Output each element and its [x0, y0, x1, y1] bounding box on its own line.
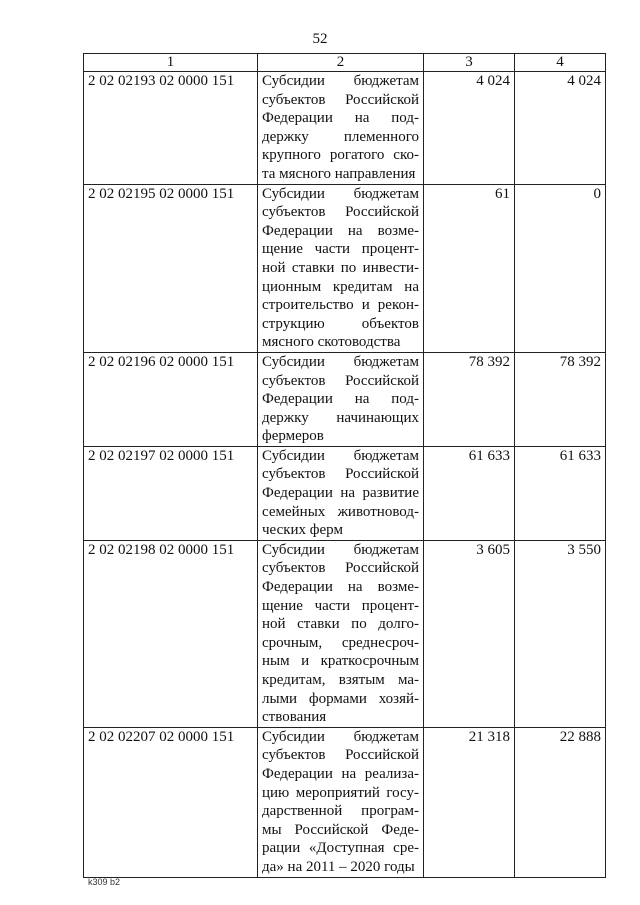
table-row	[84, 727, 606, 877]
amount-col3: 61 633	[424, 446, 515, 540]
income-code: 2 02 02193 02 0000 151	[84, 72, 258, 185]
description-line: ной ставки по долго-	[262, 616, 419, 633]
description-line: ной ставки по инвести-	[262, 259, 419, 276]
column-header-4: 4	[515, 54, 606, 72]
description-line: дарственной програм-	[262, 803, 419, 820]
description-line: ческих ферм	[262, 522, 343, 539]
income-description	[258, 540, 424, 727]
column-header-3: 3	[424, 54, 515, 72]
income-code: 2 02 02207 02 0000 151	[84, 727, 258, 877]
income-description	[258, 72, 424, 185]
description-line: держку племенного	[262, 128, 419, 145]
income-description	[258, 727, 424, 877]
description-line: субъектов Российской	[262, 747, 419, 764]
page-number: 52	[312, 31, 328, 47]
income-code: 2 02 02197 02 0000 151	[84, 446, 258, 540]
income-description	[258, 184, 424, 352]
description-line: мы Российской Феде-	[262, 821, 419, 838]
description-line: кредитам, взятым ма-	[262, 672, 419, 688]
description-line: Субсидии бюджетам	[262, 447, 419, 464]
description-line: Федерации на реализа-	[262, 765, 419, 782]
table-header-row	[84, 54, 606, 72]
table-row	[84, 72, 606, 185]
description-line: рации «Доступная сре-	[262, 840, 419, 857]
description-line: цию мероприятий госу-	[262, 784, 419, 801]
amount-col4: 4 024	[515, 72, 606, 185]
amount-col3: 61	[424, 184, 515, 352]
description-line: Субсидии бюджетам	[262, 185, 419, 202]
income-code: 2 02 02195 02 0000 151	[84, 184, 258, 352]
description-line: Федерации на развитие	[262, 485, 419, 502]
table-row	[84, 540, 606, 727]
description-line: семейных животновод-	[262, 503, 419, 520]
description-line: Субсидии бюджетам	[262, 73, 419, 89]
description-line: та мясного направления	[262, 165, 416, 182]
description-line: держку начинающих	[262, 409, 419, 426]
description-line: ствования	[262, 709, 327, 726]
description-line: субъектов Российской	[262, 560, 419, 577]
income-description	[258, 446, 424, 540]
description-line: Федерации на под-	[262, 391, 419, 408]
description-line: ционным кредитам на	[262, 278, 419, 295]
description-line: лыми формами хозяй-	[262, 690, 419, 707]
description-line: субъектов Российской	[262, 372, 419, 389]
table-row	[84, 352, 606, 446]
amount-col4: 0	[515, 184, 606, 352]
description-line: щение части процент-	[262, 241, 419, 258]
income-code: 2 02 02196 02 0000 151	[84, 352, 258, 446]
description-line: Субсидии бюджетам	[262, 728, 419, 745]
amount-col3: 4 024	[424, 72, 515, 185]
income-description	[258, 352, 424, 446]
description-line: мясного скотоводства	[262, 334, 401, 351]
description-line: да» на 2011 – 2020 годы	[262, 858, 415, 875]
description-line: Федерации на возме-	[262, 222, 419, 239]
amount-col3: 21 318	[424, 727, 515, 877]
income-code: 2 02 02198 02 0000 151	[84, 540, 258, 727]
description-line: субъектов Российской	[262, 466, 419, 483]
description-line: Субсидии бюджетам	[262, 541, 419, 558]
description-line: Федерации на возме-	[262, 579, 419, 596]
description-line: Федерации на под-	[262, 110, 419, 127]
table-row	[84, 184, 606, 352]
amount-col4: 3 550	[515, 540, 606, 727]
amount-col4: 22 888	[515, 727, 606, 877]
description-line: Субсидии бюджетам	[262, 353, 419, 370]
amount-col4: 61 633	[515, 446, 606, 540]
budget-table	[83, 53, 606, 878]
description-line: ным и краткосрочным	[262, 653, 419, 670]
description-line: субъектов Российской	[262, 204, 419, 221]
description-line: щение части процент-	[262, 597, 419, 614]
amount-col3: 3 605	[424, 540, 515, 727]
column-header-2: 2	[258, 54, 424, 72]
column-header-1: 1	[84, 54, 258, 72]
table-row	[84, 446, 606, 540]
footer-code: k309 b2	[88, 877, 121, 887]
description-line: субъектов Российской	[262, 91, 419, 108]
description-line: струкцию объектов	[262, 315, 419, 332]
description-line: строительство и рекон-	[262, 297, 419, 314]
amount-col4: 78 392	[515, 352, 606, 446]
amount-col3: 78 392	[424, 352, 515, 446]
description-line: крупного рогатого ско-	[262, 147, 419, 164]
description-line: фермеров	[262, 428, 324, 445]
description-line: срочным, среднесроч-	[262, 634, 419, 651]
